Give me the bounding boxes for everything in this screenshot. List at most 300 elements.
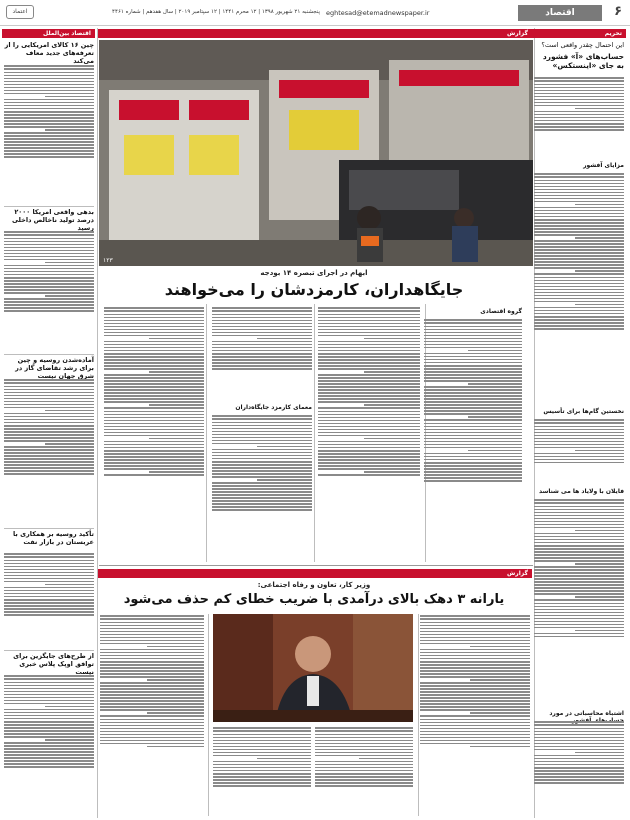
- text-line: [100, 625, 204, 627]
- text-line: [213, 746, 311, 748]
- text-line: [4, 241, 94, 243]
- text-line: [420, 743, 530, 745]
- page-header: [0, 0, 630, 26]
- text-line: [424, 335, 522, 337]
- text-line: [424, 477, 522, 479]
- text-line: [4, 754, 94, 756]
- text-line: [318, 447, 420, 449]
- text-line: [315, 743, 413, 745]
- text-line: [424, 459, 522, 461]
- text-line: [257, 758, 311, 760]
- email-link[interactable]: eghtesad@etemadnewspaper.ir: [326, 9, 430, 17]
- text-line: [534, 770, 624, 772]
- text-line: [364, 371, 420, 373]
- text-line: [534, 80, 624, 82]
- text-line: [4, 250, 94, 252]
- text-line: [147, 646, 204, 648]
- text-line: [100, 673, 204, 675]
- text-line: [4, 111, 94, 113]
- text-line: [4, 259, 94, 261]
- text-line: [104, 353, 204, 355]
- text-line: [534, 249, 624, 251]
- dateline: پنجشنبه ۲۱ شهریور ۱۳۹۸ | ۱۲ محرم ۱۴۴۱ | ۱۲ سپتامبر ۲۰۱۹ | سال هفدهم | شماره ۴۴۶۱: [112, 9, 320, 15]
- text-line: [4, 404, 94, 406]
- text-line: [4, 126, 94, 128]
- text-line: [212, 509, 312, 511]
- text-line: [364, 471, 420, 473]
- text-line: [213, 770, 311, 772]
- photo-number: ۱۲۳: [103, 257, 113, 264]
- text-line: [4, 572, 94, 574]
- text-line: [45, 295, 95, 297]
- text-line: [424, 429, 522, 431]
- text-line: [534, 633, 624, 635]
- text-line: [4, 72, 94, 74]
- text-line: [424, 474, 522, 476]
- text-line: [534, 575, 624, 577]
- text-line: [212, 488, 312, 490]
- text-line: [4, 253, 94, 255]
- text-line: [424, 380, 522, 382]
- text-line: [100, 715, 204, 717]
- text-line: [420, 631, 530, 633]
- left-story-5-body: [4, 674, 94, 816]
- text-line: [534, 447, 624, 449]
- right-column-body-5: [534, 720, 624, 816]
- text-line: [212, 347, 312, 349]
- text-line: [575, 530, 625, 532]
- text-line: [100, 622, 204, 624]
- text-line: [100, 694, 204, 696]
- text-line: [4, 238, 94, 240]
- text-line: [100, 628, 204, 630]
- text-line: [257, 446, 312, 448]
- text-line: [104, 414, 204, 416]
- text-line: [534, 566, 624, 568]
- text-line: [4, 563, 94, 565]
- text-line: [4, 688, 94, 690]
- text-line: [534, 273, 624, 275]
- text-line: [424, 332, 522, 334]
- text-line: [104, 444, 204, 446]
- text-line: [212, 418, 312, 420]
- text-line: [534, 316, 624, 318]
- bottom-story-col-center-2: [315, 726, 413, 816]
- text-line: [534, 627, 624, 629]
- text-line: [315, 770, 413, 772]
- text-line: [104, 392, 204, 394]
- left-story-4-body: [4, 552, 94, 648]
- text-line: [4, 138, 94, 140]
- right-column-body-1: [534, 76, 624, 160]
- text-line: [212, 473, 312, 475]
- text-line: [4, 398, 94, 400]
- text-line: [4, 310, 94, 312]
- text-line: [100, 652, 204, 654]
- text-line: [420, 682, 530, 684]
- text-line: [534, 618, 624, 620]
- text-line: [534, 216, 624, 218]
- text-line: [534, 277, 624, 279]
- text-line: [212, 422, 312, 424]
- text-line: [424, 462, 522, 464]
- newspaper-logo: اعتماد: [6, 5, 34, 19]
- text-line: [318, 323, 420, 325]
- section-title: اقتصاد: [545, 8, 575, 18]
- text-line: [4, 733, 94, 735]
- text-line: [4, 301, 94, 303]
- text-line: [424, 471, 522, 473]
- text-line: [534, 779, 624, 781]
- text-line: [212, 464, 312, 466]
- text-line: [100, 728, 204, 730]
- text-line: [100, 740, 204, 742]
- text-line: [104, 344, 204, 346]
- text-line: [534, 213, 624, 215]
- text-line: [4, 150, 94, 152]
- text-line: [104, 474, 204, 476]
- text-line: [4, 748, 94, 750]
- text-line: [213, 755, 311, 757]
- text-line: [4, 132, 94, 134]
- minister-photo: [213, 614, 413, 722]
- text-line: [4, 307, 94, 309]
- text-line: [212, 437, 312, 439]
- text-line: [100, 658, 204, 660]
- right-column-label: تحریم: [532, 29, 626, 38]
- text-line: [104, 347, 204, 349]
- text-line: [534, 557, 624, 559]
- text-line: [4, 99, 94, 101]
- text-line: [147, 679, 204, 681]
- text-line: [424, 413, 522, 415]
- text-line: [534, 746, 624, 748]
- text-line: [4, 379, 94, 381]
- text-line: [104, 417, 204, 419]
- text-line: [104, 383, 204, 385]
- text-line: [534, 749, 624, 751]
- text-line: [534, 117, 624, 119]
- text-line: [4, 105, 94, 107]
- text-line: [45, 129, 95, 131]
- text-line: [213, 730, 311, 732]
- text-line: [318, 310, 420, 312]
- text-line: [534, 761, 624, 763]
- text-line: [4, 283, 94, 285]
- text-line: [424, 419, 522, 421]
- text-line: [213, 727, 311, 729]
- text-line: [4, 298, 94, 300]
- text-line: [420, 637, 530, 639]
- text-line: [212, 428, 312, 430]
- text-line: [424, 389, 522, 391]
- text-line: [534, 419, 624, 421]
- text-line: [4, 709, 94, 711]
- text-line: [213, 743, 311, 745]
- text-line: [424, 410, 522, 412]
- text-line: [212, 431, 312, 433]
- text-line: [534, 624, 624, 626]
- text-line: [424, 435, 522, 437]
- text-line: [575, 752, 625, 754]
- text-line: [424, 344, 522, 346]
- text-line: [100, 649, 204, 651]
- text-line: [4, 724, 94, 726]
- text-line: [315, 734, 413, 736]
- text-line: [100, 682, 204, 684]
- text-line: [534, 93, 624, 95]
- text-line: [534, 189, 624, 191]
- text-line: [212, 494, 312, 496]
- left-story-1-title: چین ۱۶ کالای امریکایی را از تعرفه‌های جدید معاف می‌کند: [4, 41, 94, 65]
- text-line: [534, 307, 624, 309]
- right-column-title-2: حساب‌های «آ» فشورد به جای «اینستکس»: [542, 52, 624, 70]
- text-line: [364, 438, 420, 440]
- text-line: [534, 459, 624, 461]
- text-line: [104, 423, 204, 425]
- text-line: [424, 423, 522, 425]
- text-line: [318, 420, 420, 422]
- text-line: [318, 398, 420, 400]
- text-line: [4, 461, 94, 463]
- text-line: [4, 602, 94, 604]
- text-line: [315, 755, 413, 757]
- text-line: [534, 518, 624, 520]
- text-line: [534, 429, 624, 431]
- text-line: [100, 709, 204, 711]
- text-line: [45, 443, 95, 445]
- text-line: [424, 329, 522, 331]
- text-line: [104, 350, 204, 352]
- text-line: [534, 84, 624, 86]
- text-line: [212, 491, 312, 493]
- text-line: [534, 462, 624, 464]
- text-line: [318, 374, 420, 376]
- text-line: [534, 734, 624, 736]
- text-line: [4, 721, 94, 723]
- text-line: [315, 737, 413, 739]
- text-line: [424, 371, 522, 373]
- text-line: [420, 728, 530, 730]
- text-line: [534, 456, 624, 458]
- text-line: [534, 782, 624, 784]
- text-line: [213, 761, 311, 763]
- text-line: [4, 470, 94, 472]
- text-line: [104, 323, 204, 325]
- text-line: [4, 682, 94, 684]
- text-line: [104, 426, 204, 428]
- text-line: [318, 429, 420, 431]
- text-line: [318, 395, 420, 397]
- text-line: [212, 434, 312, 436]
- text-line: [534, 724, 624, 726]
- text-line: [100, 703, 204, 705]
- page-number: ۶: [614, 4, 622, 19]
- text-line: [4, 458, 94, 460]
- text-line: [4, 428, 94, 430]
- text-line: [318, 389, 420, 391]
- text-line: [534, 126, 624, 128]
- text-line: [4, 277, 94, 279]
- text-line: [4, 678, 94, 680]
- text-line: [318, 377, 420, 379]
- text-line: [420, 688, 530, 690]
- text-line: [534, 569, 624, 571]
- text-line: [424, 365, 522, 367]
- text-line: [104, 314, 204, 316]
- text-line: [4, 386, 94, 388]
- text-line: [4, 93, 94, 95]
- text-line: [318, 356, 420, 358]
- text-line: [100, 664, 204, 666]
- text-line: [104, 307, 204, 309]
- text-line: [212, 497, 312, 499]
- text-line: [4, 144, 94, 146]
- text-line: [359, 758, 413, 760]
- text-line: [213, 785, 311, 787]
- text-line: [318, 368, 420, 370]
- text-line: [424, 362, 522, 364]
- text-line: [534, 319, 624, 321]
- text-line: [100, 725, 204, 727]
- text-line: [534, 77, 624, 79]
- text-line: [104, 377, 204, 379]
- text-line: [4, 608, 94, 610]
- bottom-story-col-center-1: [213, 726, 311, 816]
- gas-station-illustration: [99, 40, 533, 266]
- text-line: [318, 414, 420, 416]
- text-line: [318, 459, 420, 461]
- text-line: [4, 437, 94, 439]
- text-line: [424, 353, 522, 355]
- text-line: [534, 444, 624, 446]
- text-line: [212, 365, 312, 367]
- left-story-4-title: تأکید روسیه بر همکاری با عربستان در بازار نفت: [12, 530, 94, 546]
- text-line: [315, 746, 413, 748]
- text-line: [420, 685, 530, 687]
- text-line: [104, 468, 204, 470]
- text-line: [104, 462, 204, 464]
- main-story-col-1: [424, 318, 522, 562]
- text-line: [4, 605, 94, 607]
- text-line: [104, 380, 204, 382]
- text-line: [470, 679, 531, 681]
- text-line: [4, 599, 94, 601]
- text-line: [420, 634, 530, 636]
- text-line: [575, 596, 625, 598]
- text-line: [420, 737, 530, 739]
- right-column-body-3: [534, 418, 624, 486]
- left-story-2-title: بدهی واقعی امریکا ۲۰۰۰ درصد تولید ناخالص داخلی رسید: [11, 208, 94, 232]
- text-line: [315, 785, 413, 787]
- text-line: [534, 301, 624, 303]
- text-line: [534, 615, 624, 617]
- text-line: [104, 456, 204, 458]
- text-line: [4, 117, 94, 119]
- text-line: [4, 685, 94, 687]
- text-line: [213, 734, 311, 736]
- text-line: [318, 444, 420, 446]
- text-line: [212, 350, 312, 352]
- text-line: [147, 746, 204, 748]
- text-line: [534, 728, 624, 730]
- text-line: [4, 75, 94, 77]
- text-line: [212, 356, 312, 358]
- text-line: [534, 255, 624, 257]
- text-line: [534, 422, 624, 424]
- text-line: [4, 452, 94, 454]
- text-line: [318, 456, 420, 458]
- text-line: [318, 417, 420, 419]
- text-line: [4, 556, 94, 558]
- text-line: [534, 325, 624, 327]
- right-column-title-1: این احتمال چقدر واقعی است؟: [541, 41, 624, 49]
- text-line: [534, 740, 624, 742]
- text-line: [4, 108, 94, 110]
- left-story-5-title: از طرح‌های جایگزین برای توافق اوپک پلاس خبری نیست: [13, 652, 94, 676]
- text-line: [420, 709, 530, 711]
- text-line: [100, 737, 204, 739]
- text-line: [212, 314, 312, 316]
- text-line: [212, 482, 312, 484]
- text-line: [212, 443, 312, 445]
- text-line: [420, 643, 530, 645]
- text-line: [420, 697, 530, 699]
- text-line: [104, 435, 204, 437]
- text-line: [104, 341, 204, 343]
- text-line: [424, 444, 522, 446]
- text-line: [318, 314, 420, 316]
- text-line: [318, 307, 420, 309]
- text-line: [318, 465, 420, 467]
- text-line: [420, 691, 530, 693]
- text-line: [212, 470, 312, 472]
- text-line: [318, 359, 420, 361]
- text-line: [424, 359, 522, 361]
- text-line: [364, 338, 420, 340]
- text-line: [4, 114, 94, 116]
- right-column-sub-1: مزایای آفشور: [583, 162, 624, 169]
- text-line: [4, 730, 94, 732]
- text-line: [420, 706, 530, 708]
- text-line: [4, 691, 94, 693]
- text-line: [4, 234, 94, 236]
- text-line: [4, 413, 94, 415]
- text-line: [212, 326, 312, 328]
- text-line: [318, 423, 420, 425]
- main-story-sub-1: گروه اقتصادی: [480, 308, 522, 315]
- text-line: [212, 452, 312, 454]
- text-line: [45, 706, 95, 708]
- text-line: [318, 407, 420, 409]
- text-line: [315, 767, 413, 769]
- text-line: [318, 341, 420, 343]
- text-line: [534, 120, 624, 122]
- text-line: [468, 416, 522, 418]
- text-line: [534, 560, 624, 562]
- text-line: [318, 347, 420, 349]
- text-line: [534, 509, 624, 511]
- text-line: [534, 195, 624, 197]
- text-line: [534, 286, 624, 288]
- text-line: [104, 317, 204, 319]
- text-line: [104, 465, 204, 467]
- text-line: [534, 767, 624, 769]
- text-line: [318, 329, 420, 331]
- text-line: [4, 425, 94, 427]
- text-line: [212, 344, 312, 346]
- left-story-3-body: [4, 378, 94, 526]
